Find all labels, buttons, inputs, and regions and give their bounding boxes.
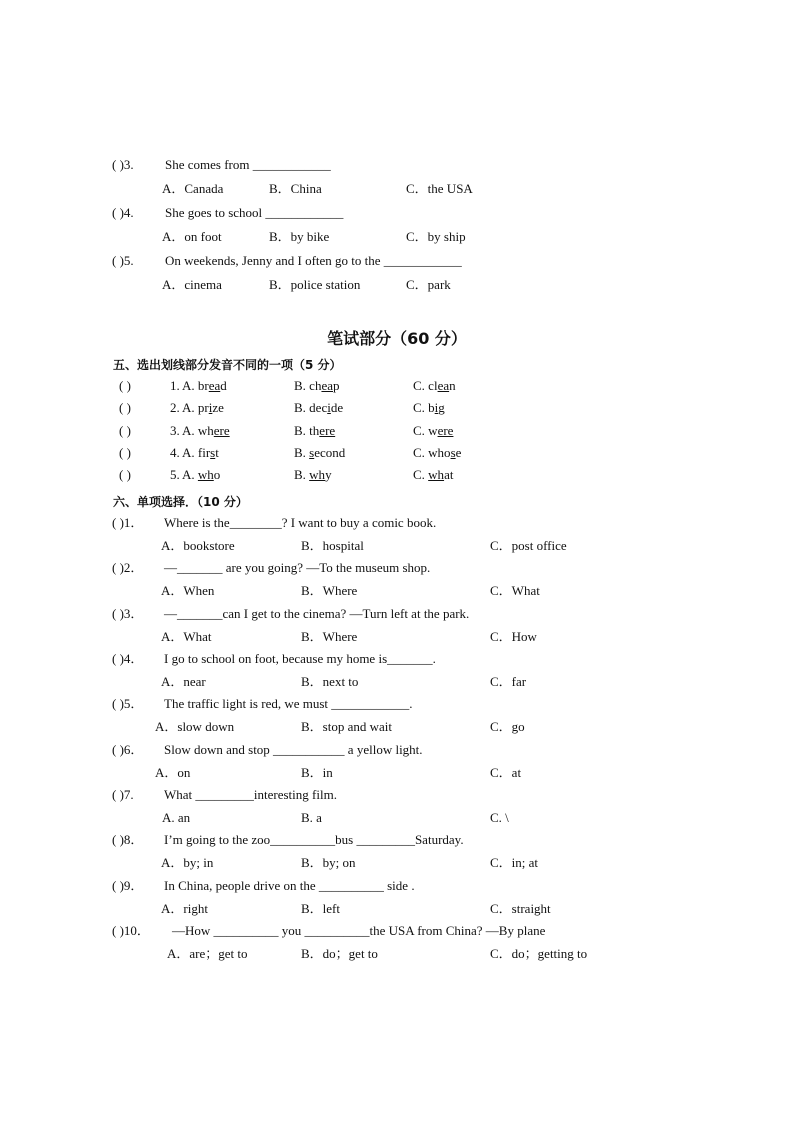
word-option-c [413, 467, 453, 483]
item-number: 3. [170, 423, 180, 438]
answer-paren: ( )1． [112, 515, 144, 530]
answer-paren: ( )6． [112, 742, 144, 757]
option-c: C．How [490, 629, 537, 644]
option-b: B．by; on [301, 855, 356, 870]
option-a: A．What [161, 629, 212, 644]
question-stem: I go to school on foot, because my home is_______. [164, 651, 436, 666]
option-c: C．park [406, 277, 451, 292]
option-b: B．hospital [301, 538, 364, 553]
option-a: A．When [161, 583, 215, 598]
option-a: A．Canada [162, 181, 224, 196]
word-option-b [294, 400, 343, 416]
underlined-part: i [327, 400, 331, 415]
option-b: B．in [301, 765, 333, 780]
item-number: 1. [170, 378, 180, 393]
option-c: C．far [490, 674, 527, 689]
underlined-part: s [210, 445, 216, 460]
underlined-part: ea [437, 378, 450, 393]
word-prefix: A. [182, 467, 198, 482]
word-prefix: C. who [413, 445, 451, 460]
word-suffix: g [438, 400, 445, 415]
word-option-b [294, 445, 345, 461]
question-stem: She goes to school ____________ [165, 205, 344, 220]
answer-paren: ( )7. [112, 787, 134, 802]
word-prefix: B. th [294, 423, 320, 438]
answer-paren: ( )5. [112, 253, 134, 268]
underlined-part: ere [437, 423, 454, 438]
option-a: A. an [162, 810, 191, 825]
option-c: C．in; at [490, 855, 539, 870]
word-suffix: n [449, 378, 456, 393]
underlined-part: wh [197, 467, 214, 482]
underlined-part: ea [208, 378, 221, 393]
underlined-part: i [434, 400, 439, 415]
underlined-part: ere [213, 423, 230, 438]
word-option-a [182, 378, 227, 394]
answer-paren: ( ) [119, 378, 131, 393]
option-b: B．Where [301, 583, 358, 598]
answer-paren: ( )8． [112, 832, 144, 847]
question-stem: In China, people drive on the __________ side . [164, 878, 415, 893]
word-suffix: ze [212, 400, 224, 415]
underlined-part: wh [428, 467, 445, 482]
underlined-part: ere [319, 423, 336, 438]
item-number: 2. [170, 400, 180, 415]
word-suffix: o [213, 467, 221, 482]
word-prefix: A. pr [182, 400, 209, 415]
item-number: 4. [170, 445, 180, 460]
option-b: B．stop and wait [301, 719, 392, 734]
option-a: A．by; in [161, 855, 214, 870]
question-stem: Slow down and stop ___________ a yellow light. [164, 742, 423, 757]
option-a: A．right [161, 901, 208, 916]
option-c: C．at [490, 765, 522, 780]
option-a: A．slow down [155, 719, 235, 734]
option-c: C．do；getting to [490, 946, 588, 961]
word-prefix: C. [413, 467, 429, 482]
answer-paren: ( ) [119, 467, 131, 482]
option-b: B．left [301, 901, 340, 916]
option-c: C．post office [490, 538, 567, 553]
underlined-part: i [208, 400, 213, 415]
question-stem: On weekends, Jenny and I often go to the ____________ [165, 253, 462, 268]
word-suffix: p [333, 378, 340, 393]
option-b: B．police station [269, 277, 361, 292]
question-stem: The traffic light is red, we must ____________. [164, 696, 413, 711]
word-prefix: B. [294, 445, 310, 460]
option-a: A．on foot [162, 229, 222, 244]
underlined-part: wh [309, 467, 326, 482]
section6-heading: 六、单项选择．（10 分） [113, 495, 248, 509]
underlined-part: s [450, 445, 456, 460]
question-stem: I’m going to the zoo__________bus _________Saturday. [164, 832, 464, 847]
option-a: A．on [155, 765, 191, 780]
word-option-a [182, 400, 224, 416]
option-a: A．are；get to [167, 946, 248, 961]
word-prefix: C. w [413, 423, 438, 438]
option-c: C．by ship [406, 229, 466, 244]
word-suffix: t [215, 445, 219, 460]
word-suffix: e [455, 445, 462, 460]
word-option-c [413, 423, 453, 439]
word-option-b [294, 378, 340, 394]
question-stem: —_______can I get to the cinema? —Turn left at the park. [164, 606, 470, 621]
option-c: C．the USA [406, 181, 473, 196]
question-stem: Where is the________? I want to buy a comic book. [164, 515, 437, 530]
word-suffix: d [220, 378, 227, 393]
word-option-b [294, 467, 332, 483]
option-a: A．cinema [162, 277, 222, 292]
word-option-a [182, 467, 220, 483]
option-b: B. a [301, 810, 322, 825]
option-c: C．go [490, 719, 525, 734]
question-stem: —_______ are you going? —To the museum shop. [164, 560, 431, 575]
word-option-c [413, 445, 461, 461]
word-suffix: econd [314, 445, 346, 460]
option-a: A．bookstore [161, 538, 235, 553]
item-number: 5. [170, 467, 180, 482]
word-suffix: at [444, 467, 454, 482]
word-option-c [413, 378, 456, 394]
answer-paren: ( ) [119, 400, 131, 415]
option-a: A．near [161, 674, 206, 689]
word-option-a [182, 445, 219, 461]
option-b: B．Where [301, 629, 358, 644]
word-prefix: A. fir [182, 445, 211, 460]
answer-paren: ( ) [119, 423, 131, 438]
answer-paren: ( )10． [112, 923, 150, 938]
option-c: C．straight [490, 901, 551, 916]
word-option-b [294, 423, 335, 439]
underlined-part: s [309, 445, 315, 460]
option-c: C．What [490, 583, 540, 598]
answer-paren: ( )3． [112, 606, 144, 621]
word-suffix: de [330, 400, 344, 415]
word-prefix: A. br [182, 378, 209, 393]
question-stem: What _________interesting film. [164, 787, 337, 802]
word-prefix: C. b [413, 400, 435, 415]
option-b: B．next to [301, 674, 359, 689]
answer-paren: ( ) [119, 445, 131, 460]
option-c: C. \ [490, 810, 509, 825]
word-suffix: y [325, 467, 332, 482]
word-option-a [182, 423, 230, 439]
option-b: B．by bike [269, 229, 330, 244]
option-b: B．do；get to [301, 946, 378, 961]
option-b: B．China [269, 181, 322, 196]
word-prefix: B. dec [294, 400, 328, 415]
question-stem: She comes from ____________ [165, 157, 331, 172]
answer-paren: ( )5． [112, 696, 144, 711]
answer-paren: ( )9． [112, 878, 144, 893]
word-prefix: A. wh [182, 423, 214, 438]
word-prefix: C. cl [413, 378, 438, 393]
word-prefix: B. ch [294, 378, 322, 393]
written-part-title: 笔试部分（60 分） [327, 329, 467, 348]
word-option-c [413, 400, 445, 416]
answer-paren: ( )4． [112, 651, 144, 666]
answer-paren: ( )3. [112, 157, 134, 172]
question-stem: —How __________ you __________the USA from China? —By plane [172, 923, 546, 938]
underlined-part: ea [321, 378, 333, 393]
word-prefix: B. [294, 467, 310, 482]
section5-heading: 五、选出划线部分发音不同的一项（5 分） [113, 358, 342, 372]
answer-paren: ( )4. [112, 205, 134, 220]
answer-paren: ( )2． [112, 560, 144, 575]
